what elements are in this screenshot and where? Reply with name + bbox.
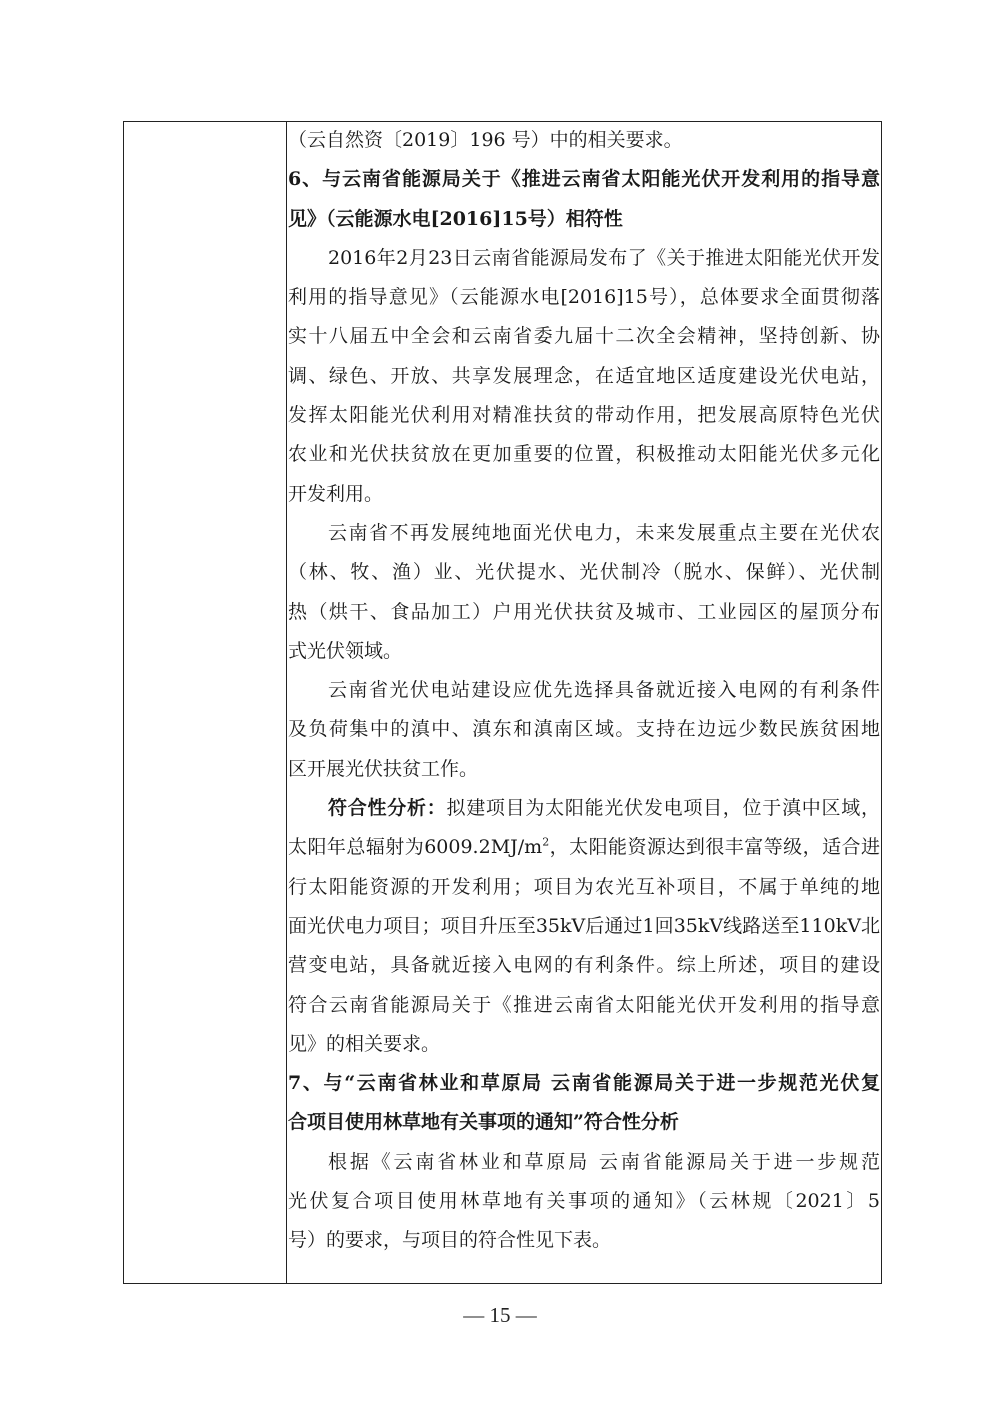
text-line: 6、与云南省能源局关于《推进云南省太阳能光伏开发利用的指导意 — [288, 168, 880, 191]
text-line: 开发利用。 — [288, 482, 384, 505]
superscript: 2 — [542, 836, 550, 850]
text-line: 2016年2月23日云南省能源局发布了《关于推进太阳能光伏开发 — [328, 246, 880, 269]
text-line: 面光伏电力项目；项目升压至35kV后通过1回35kV线路送至110kV北 — [288, 914, 880, 937]
text-line: 热（烘干、食品加工）户用光伏扶贫及城市、工业园区的屋顶分布 — [288, 600, 880, 623]
text-line — [288, 828, 880, 867]
text-line: 符合云南省能源局关于《推进云南省太阳能光伏开发利用的指导意 — [288, 993, 880, 1016]
text-line: （林、牧、渔）业、光伏提水、光伏制冷（脱水、保鲜）、光伏制 — [288, 561, 880, 584]
text-line: 行太阳能资源的开发利用；项目为农光互补项目，不属于单纯的地 — [288, 875, 880, 898]
table-content-cell — [288, 121, 880, 1261]
text-line: 农业和光伏扶贫放在更加重要的位置，积极推动太阳能光伏多元化 — [288, 443, 880, 466]
text-line: 光伏复合项目使用林草地有关事项的通知》（云林规〔2021〕5 — [288, 1190, 880, 1213]
text-line: 见》（云能源水电[2016]15号）相符性 — [288, 207, 623, 230]
text-line: 号）的要求，与项目的符合性见下表。 — [288, 1229, 612, 1252]
page-number: — 15 — — [463, 1303, 537, 1327]
text-run: 拟建项目为太阳能光伏发电项目，位于滇中区域， — [446, 797, 880, 820]
text-line — [288, 789, 880, 828]
text-line: 区开展光伏扶贫工作。 — [288, 757, 479, 780]
text-run: ，太阳能资源达到很丰富等级，适合进 — [549, 836, 880, 859]
text-line: 式光伏领域。 — [288, 639, 403, 662]
table-column-divider — [286, 121, 287, 1284]
text-line: 见》的相关要求。 — [288, 1032, 441, 1055]
text-line: 及负荷集中的滇中、滇东和滇南区域。支持在边远少数民族贫困地 — [288, 718, 880, 741]
text-run: 太阳年总辐射为6009.2MJ/m — [288, 836, 543, 859]
text-line: 营变电站，具备就近接入电网的有利条件。综上所述，项目的建设 — [288, 954, 880, 977]
text-line: 调、绿色、开放、共享发展理念，在适宜地区适度建设光伏电站， — [288, 364, 880, 387]
text-line: 云南省光伏电站建设应优先选择具备就近接入电网的有利条件 — [328, 679, 880, 702]
text-line: 实十八届五中全会和云南省委九届十二次全会精神，坚持创新、协 — [288, 325, 880, 348]
text-line: 根据《云南省林业和草原局 云南省能源局关于进一步规范 — [328, 1150, 880, 1173]
text-line: 7、与“云南省林业和草原局 云南省能源局关于进一步规范光伏复 — [288, 1072, 880, 1095]
text-line: 利用的指导意见》（云能源水电[2016]15号），总体要求全面贯彻落 — [288, 286, 880, 309]
analysis-label: 符合性分析： — [328, 797, 447, 820]
text-line: 发挥太阳能光伏利用对精准扶贫的带动作用，把发展高原特色光伏 — [288, 404, 880, 427]
text-line: （云自然资〔2019〕196 号）中的相关要求。 — [288, 129, 683, 151]
text-line: 合项目使用林草地有关事项的通知”符合性分析 — [288, 1111, 679, 1134]
text-line: 云南省不再发展纯地面光伏电力，未来发展重点主要在光伏农 — [328, 521, 880, 544]
